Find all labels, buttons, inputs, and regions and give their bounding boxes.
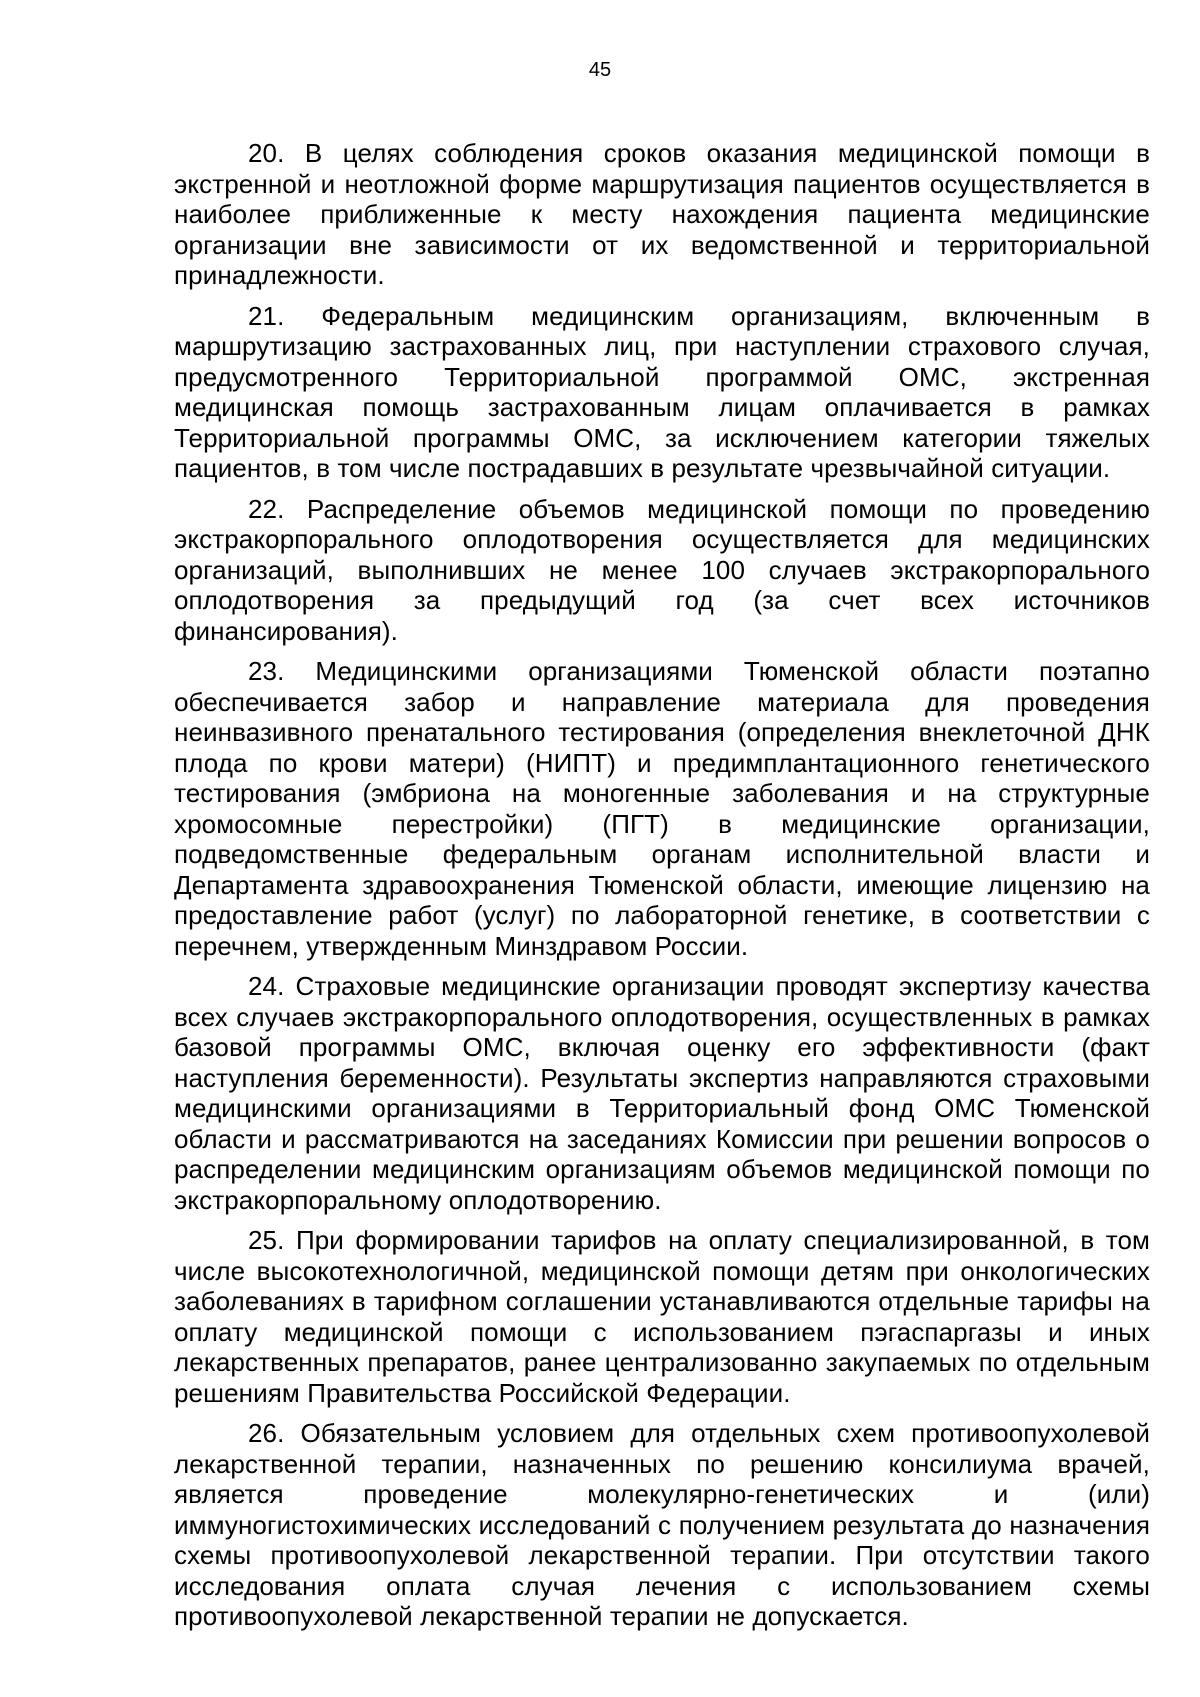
document-body (174, 138, 1150, 1642)
page-number: 45 (588, 59, 612, 81)
paragraph-21: 21. Федеральным медицинским организациям, включенным в маршрутизацию застрахованных лиц, при наступлении страхового случая, предусмотренного Территориальной программой ОМС, экстренная медицинская помощь застрахованным лицам оплачивается в рамках Территориальной программы ОМС, за исключением категории тяжелых пациентов, в том числе пострадавших в результате чрезвычайной ситуации. (174, 300, 1150, 483)
paragraph-26: 26. Обязательным условием для отдельных схем противоопухолевой лекарственной терапии, назначенных по решению консилиума врачей, является проведение молекулярно-генетических и (или) иммуногистохимических исследований с получением результата до назначения схемы противоопухолевой лекарственной терапии. При отсутствии такого исследования оплата случая лечения с использованием схемы противоопухолевой лекарственной терапии не допускается. (174, 1418, 1150, 1631)
paragraph-23: 23. Медицинскими организациями Тюменской области поэтапно обеспечивается забор и направление материала для проведения неинвазивного пренатального тестирования (определения внеклеточной ДНК плода по крови матери) (НИПТ) и предимплантационного генетического тестирования (эмбриона на моногенные заболевания и на структурные хромосомные перестройки) (ПГТ) в медицинские организации, подведомственные федеральным органам исполнительной власти и Департамента здравоохранения Тюменской области, имеющие лицензию на предоставление работ (услуг) по лабораторной генетике, в соответствии с перечнем, утвержденным Минздравом России. (174, 656, 1150, 961)
paragraph-25: 25. При формировании тарифов на оплату специализированной, в том числе высокотехнологичной, медицинской помощи детям при онкологических заболеваниях в тарифном соглашении устанавливаются отдельные тарифы на оплату медицинской помощи с использованием пэгаспаргазы и иных лекарственных препаратов, ранее централизованно закупаемых по отдельным решениям Правительства Российской Федерации. (174, 1225, 1150, 1408)
paragraph-24: 24. Страховые медицинские организации проводят экспертизу качества всех случаев экстракорпорального оплодотворения, осуществленных в рамках базовой программы ОМС, включая оценку его эффективности (факт наступления беременности). Результаты экспертиз направляются страховыми медицинскими организациями в Территориальный фонд ОМС Тюменской области и рассматриваются на заседаниях Комиссии при решении вопросов о распределении медицинским организациям объемов медицинской помощи по экстракорпоральному оплодотворению. (174, 971, 1150, 1215)
paragraph-22: 22. Распределение объемов медицинской помощи по проведению экстракорпорального оплодотворения осуществляется для медицинских организаций, выполнивших не менее 100 случаев экстракорпорального оплодотворения за предыдущий год (за счет всех источников финансирования). (174, 493, 1150, 646)
paragraph-20: 20. В целях соблюдения сроков оказания медицинской помощи в экстренной и неотложной форме маршрутизация пациентов осуществляется в наиболее приближенные к месту нахождения пациента медицинские организации вне зависимости от их ведомственной и территориальной принадлежности. (174, 138, 1150, 290)
